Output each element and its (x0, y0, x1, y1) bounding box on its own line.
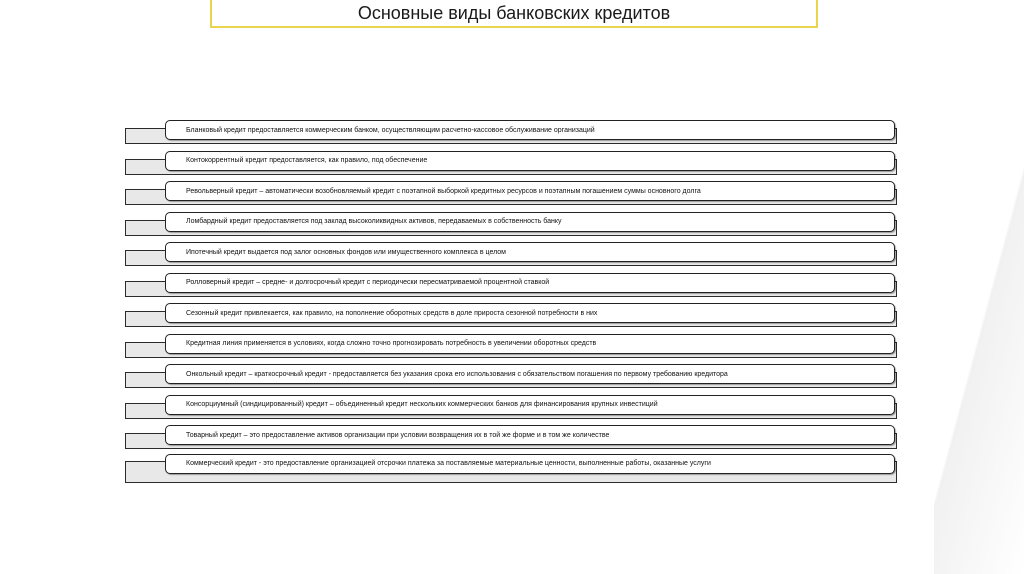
decorative-corner (934, 0, 1024, 574)
item-text: Контокоррентный кредит предоставляется, как правило, под обеспечение (186, 157, 428, 164)
credit-types-list (125, 118, 905, 484)
item-text: Онкольный кредит – краткосрочный кредит - предоставляется без указания срока его использования с обязательством погашения по первому требованию кредитора (186, 370, 728, 378)
item-box (165, 454, 895, 474)
item-text: Кредитная линия применяется в условиях, когда сложно точно прогнозировать потребность в увеличении оборотных средств (186, 340, 597, 347)
item-box (165, 273, 895, 293)
item-text: Ипотечный кредит выдается под залог основных фондов или имущественного комплекса в целом (186, 248, 506, 256)
item-text: Ролловерный кредит – средне- и долгосрочный кредит с периодически пересматриваемой процентной ставкой (186, 279, 550, 286)
list-item (125, 271, 905, 302)
item-text: Ломбардный кредит предоставляется под заклад высоколиквидных активов, передаваемых в собственность банку (186, 218, 562, 225)
item-box (165, 181, 895, 201)
list-item (125, 149, 905, 180)
item-box (165, 425, 895, 445)
item-box (165, 242, 895, 262)
list-item (125, 210, 905, 241)
list-item (125, 301, 905, 332)
item-box (165, 151, 895, 171)
item-box (165, 334, 895, 354)
list-item (125, 423, 905, 454)
item-box (165, 395, 895, 415)
item-box (165, 364, 895, 384)
list-item (125, 393, 905, 424)
item-text: Коммерческий кредит - это предоставление организацией отсрочки платежа за поставляемые материальные ценности, выполненные работы, оказанные услуги (186, 460, 711, 467)
title-frame (210, 0, 818, 28)
item-text: Бланковый кредит предоставляется коммерческим банком, осуществляющим расчетно-кассовое обслуживание организаций (186, 126, 595, 134)
item-text: Револьверный кредит – автоматически возобновляемый кредит с поэтапной выборкой кредитных ресурсов и поэтапным погашением суммы основного долга (186, 187, 701, 195)
item-text: Консорциумный (синдицированный) кредит – объединенный кредит нескольких коммерческих банков для финансирования крупных инвестиций (186, 401, 658, 408)
list-item (125, 454, 905, 485)
list-item (125, 179, 905, 210)
list-item (125, 118, 905, 149)
item-box (165, 303, 895, 323)
item-text: Сезонный кредит привлекается, как правило, на пополнение оборотных средств в доле прироста сезонной потребности в них (186, 309, 598, 317)
list-item (125, 240, 905, 271)
list-item (125, 332, 905, 363)
item-box (165, 212, 895, 232)
list-item (125, 362, 905, 393)
item-text: Товарный кредит – это предоставление активов организации при условии возвращения их в той же форме и в том же количестве (186, 431, 610, 439)
page-title: Основные виды банковских кредитов (357, 2, 671, 23)
item-box (165, 120, 895, 140)
